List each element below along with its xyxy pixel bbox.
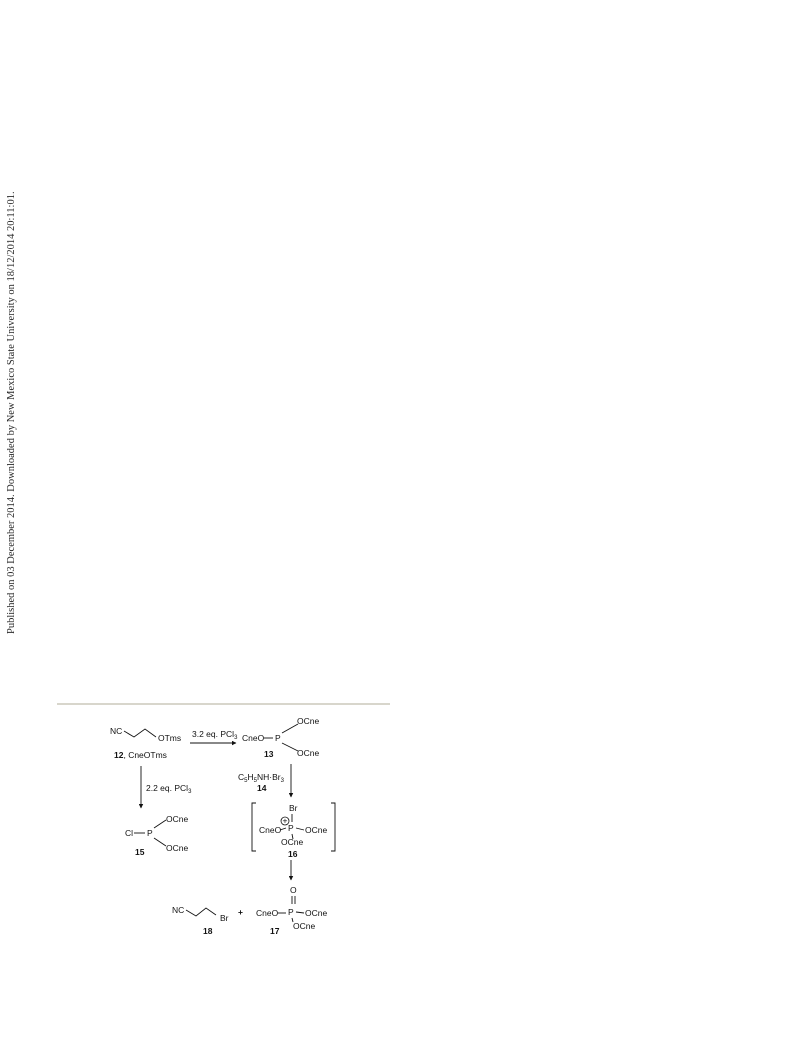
left-bracket xyxy=(252,803,256,851)
svg-text:OCne: OCne xyxy=(293,921,316,931)
svg-text:P: P xyxy=(147,828,153,838)
svg-text:CneO: CneO xyxy=(256,908,279,918)
right-bracket xyxy=(331,803,335,851)
compound-16 xyxy=(252,803,335,859)
compound-label-14: 14 xyxy=(257,783,267,793)
svg-text:+: + xyxy=(282,815,288,826)
svg-text:OCne: OCne xyxy=(297,748,320,758)
compound-label-15: 15 xyxy=(135,847,145,857)
plus-sign: + xyxy=(238,907,243,917)
svg-text:P: P xyxy=(275,733,281,743)
reagent-pyridinium-tribromide: $C_5H_5NH\cdot Br_3$ xyxy=(238,772,284,784)
download-watermark: Published on 03 December 2014. Downloaded by New Mexico State University on 18/12/2014 20:11:01. xyxy=(6,191,17,634)
svg-text:OCne: OCne xyxy=(305,825,328,835)
compound-18 xyxy=(172,905,229,936)
svg-text:O: O xyxy=(290,885,297,895)
otms-label: OTms xyxy=(158,733,182,743)
svg-text:OCne: OCne xyxy=(166,814,189,824)
svg-text:CneO: CneO xyxy=(259,825,282,835)
svg-text:NC: NC xyxy=(172,905,185,915)
compound-label-17: 17 xyxy=(270,926,280,936)
compound-label-13: 13 xyxy=(264,749,274,759)
compound-label-16: 16 xyxy=(288,849,298,859)
svg-text:Br: Br xyxy=(289,803,298,813)
svg-text:OCne: OCne xyxy=(297,716,320,726)
compound-12 xyxy=(110,726,181,760)
svg-text:P: P xyxy=(288,823,294,833)
nitrile-label: NC xyxy=(110,726,123,736)
svg-text:Br: Br xyxy=(220,913,229,923)
compound-label-12: 12, CneOTms xyxy=(114,750,167,760)
reagent-pcl3-top: 3.2 eq. PCl$_3$ xyxy=(192,729,238,741)
reagent-pcl3-left: 2.2 eq. PCl$_3$ xyxy=(146,783,192,795)
svg-text:P: P xyxy=(288,907,294,917)
svg-text:OCne: OCne xyxy=(281,837,304,847)
compound-13 xyxy=(242,716,319,759)
svg-text:OCne: OCne xyxy=(166,843,189,853)
svg-text:CneO: CneO xyxy=(242,733,265,743)
svg-text:OCne: OCne xyxy=(305,908,328,918)
compound-17 xyxy=(256,885,327,936)
compound-label-18: 18 xyxy=(203,926,213,936)
compound-15 xyxy=(125,814,188,857)
svg-text:Cl: Cl xyxy=(125,828,134,838)
